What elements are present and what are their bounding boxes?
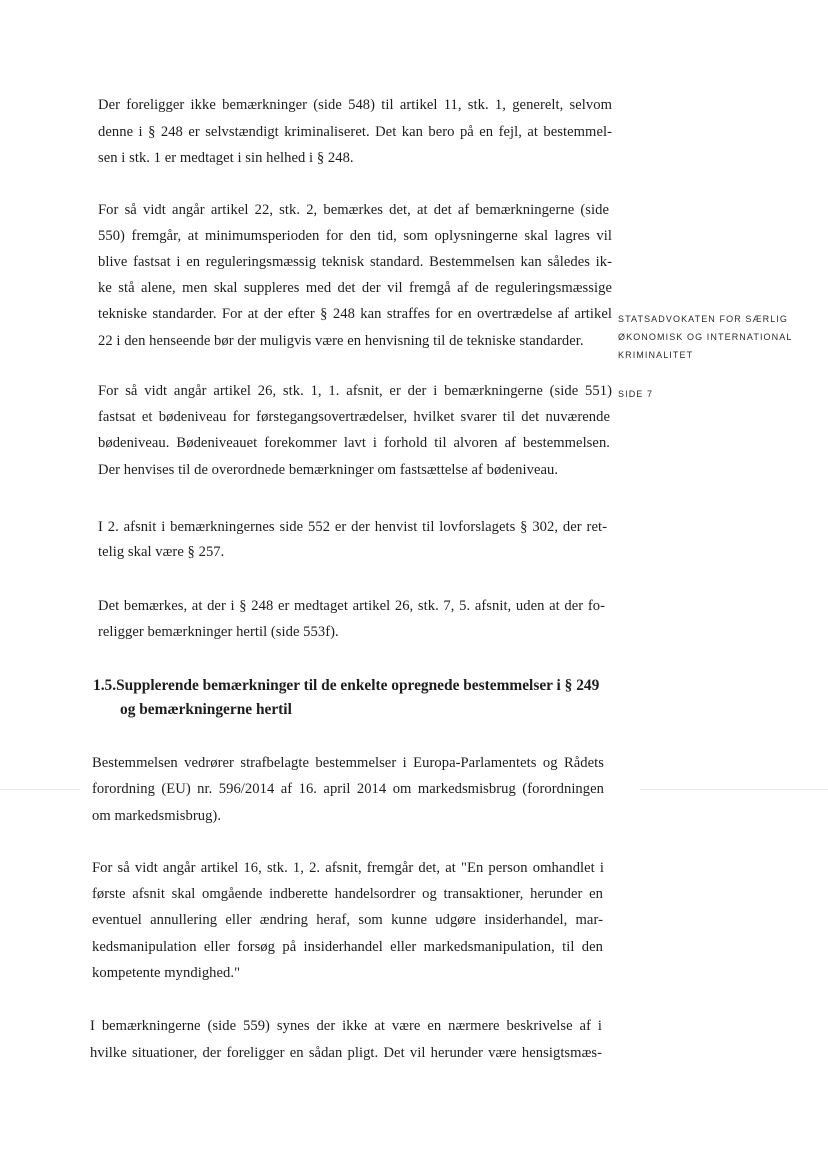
body-text-line: For så vidt angår artikel 16, stk. 1, 2. afsnit, fremgår det, at "En person omhandlet i <box>92 860 604 876</box>
body-text-line: I 2. afsnit i bemærkningernes side 552 er der henvist til lovforslagets § 302, der ret- <box>98 519 607 535</box>
page-number: SIDE 7 <box>618 389 654 399</box>
body-text-line: For så vidt angår artikel 26, stk. 1, 1. afsnit, er der i bemærkningerne (side 551) <box>98 383 612 399</box>
body-text-line: Der henvises til de overordnede bemærkninger om fastsættelse af bødeniveau. <box>98 462 559 478</box>
body-text-line: 550) fremgår, at minimumsperioden for den tid, som oplysningerne skal lagres vil <box>98 228 612 244</box>
body-text-line: bødeniveau. Bødeniveauet forekommer lavt i forhold til alvoren af bestemmelsen. <box>98 435 610 451</box>
body-text-line: Det bemærkes, at der i § 248 er medtaget artikel 26, stk. 7, 5. afsnit, uden at der fo- <box>98 598 605 614</box>
body-text-line: ke stå alene, men skal suppleres med det der vil fremgå af de reguleringsmæssige <box>98 280 612 296</box>
section-title-line-1: Supplerende bemærkninger til de enkelte opregnede bestemmelser i § 249 <box>116 677 600 694</box>
body-text-line: For så vidt angår artikel 22, stk. 2, bemærkes det, at det af bemærkningerne (side <box>98 202 609 218</box>
section-heading <box>93 676 599 696</box>
body-text-line: eventuel annullering eller ændring heraf, som kunne udgøre insiderhandel, mar- <box>92 912 603 928</box>
sidebar-org-line-1: STATSADVOKATEN FOR SÆRLIG <box>618 314 789 324</box>
body-text-line: om markedsmisbrug). <box>92 808 222 824</box>
scan-fold-line-right <box>640 789 828 790</box>
section-title-line-2: og bemærkningerne hertil <box>120 701 292 718</box>
sidebar-org-line-2: ØKONOMISK OG INTERNATIONAL <box>618 332 793 342</box>
body-text-line: sen i stk. 1 er medtaget i sin helhed i § 248. <box>98 150 354 166</box>
sidebar-org-line-3: KRIMINALITET <box>618 350 694 360</box>
body-text-line: kompetente myndighed." <box>92 965 241 981</box>
body-text-line: blive fastsat i en reguleringsmæssig teknisk standard. Bestemmelsen kan således ik- <box>98 254 612 270</box>
body-text-line: telig skal være § 257. <box>98 544 225 560</box>
body-text-line: Bestemmelsen vedrører strafbelagte bestemmelser i Europa-Parlamentets og Rådets <box>92 755 604 771</box>
body-text-line: forordning (EU) nr. 596/2014 af 16. april 2014 om markedsmisbrug (forordningen <box>92 781 604 797</box>
body-text-line: kedsmanipulation eller forsøg på insiderhandel eller markedsmanipulation, til den <box>92 939 603 955</box>
scan-fold-line-left <box>0 789 80 790</box>
section-number: 1.5. <box>93 677 117 694</box>
body-text-line: religger bemærkninger hertil (side 553f). <box>98 624 339 640</box>
body-text-line: hvilke situationer, der foreligger en sådan pligt. Det vil herunder være hensigtsmæs- <box>90 1045 602 1061</box>
body-text-line: første afsnit skal omgående indberette handelsordrer og transaktioner, herunder en <box>92 886 603 902</box>
body-text-line: fastsat et bødeniveau for førstegangsovertrædelser, hvilket svarer til det nuværende <box>98 409 610 425</box>
body-text-line: 22 i den henseende bør der muligvis være en henvisning til de tekniske standarder. <box>98 333 584 349</box>
body-text-line: denne i § 248 er selvstændigt kriminaliseret. Det kan bero på en fejl, at bestemmel- <box>98 124 612 140</box>
body-text-line: tekniske standarder. For at der efter § 248 kan straffes for en overtrædelse af artikel <box>98 306 612 322</box>
body-text-line: I bemærkningerne (side 559) synes der ikke at være en nærmere beskrivelse af i <box>90 1018 602 1034</box>
body-text-line: Der foreligger ikke bemærkninger (side 548) til artikel 11, stk. 1, generelt, selvom <box>98 97 612 113</box>
